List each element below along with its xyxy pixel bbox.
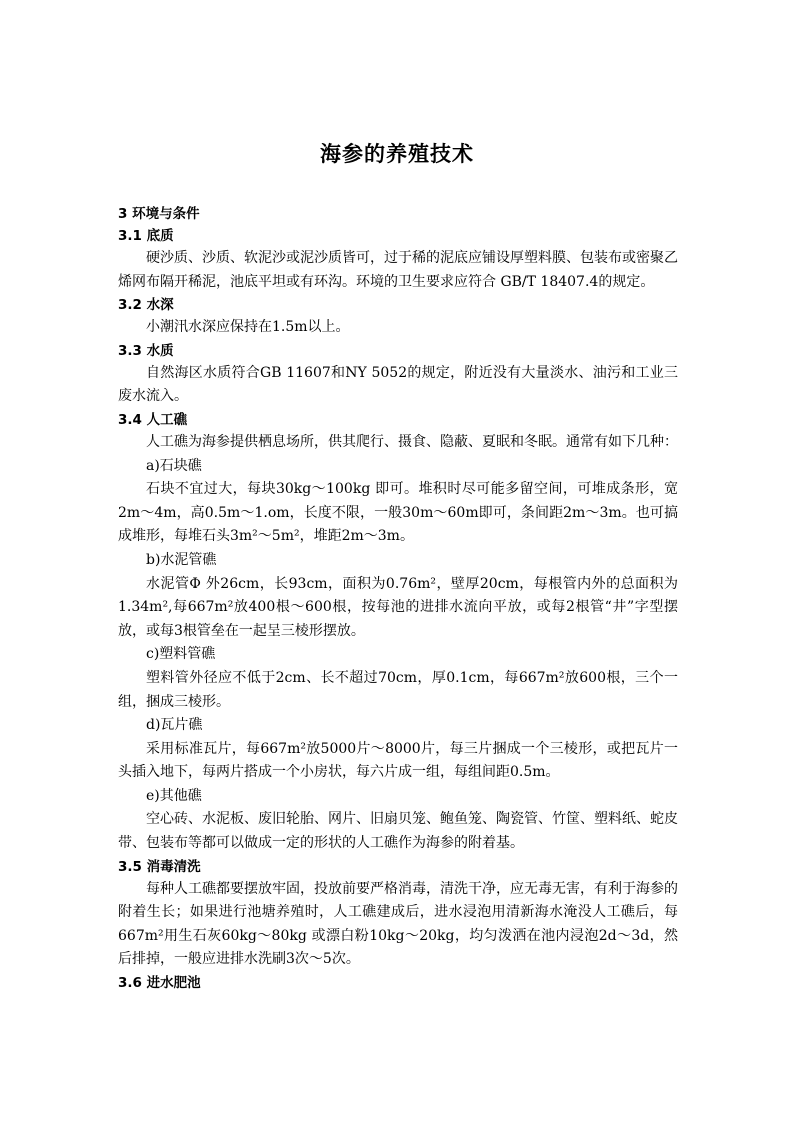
paragraph: 石块不宜过大，每块30kg～100kg 即可。堆积时尽可能多留空间，可堆成条形，宽2m～4m，高0.5m～1.om，长度不限，一般30m～60m即可，条间距2m～3m。也可搞成堆形，每堆石头3m²～5m²，堆距2m～3m。 — [118, 481, 678, 545]
section-heading: 3.2 水深 — [118, 297, 174, 314]
paragraph: 水泥管Φ 外26cm，长93cm，面积为0.76m²，壁厚20cm，每根管内外的总面积为1.34m²,每667m²放400根～600根，按每池的进排水流向平放，或每2根管“井”字型摆放，或每3根管垒在一起呈三棱形摆放。 — [118, 575, 678, 639]
list-item-label: a)石块礁 — [146, 457, 202, 474]
paragraph: 塑料管外径应不低于2cm、长不超过70cm，厚0.1cm，每667m²放600根，三个一组，捆成三棱形。 — [118, 669, 678, 710]
paragraph: 空心砖、水泥板、废旧轮胎、网片、旧扇贝笼、鲍鱼笼、陶瓷管、竹筐、塑料纸、蛇皮带、包装布等都可以做成一定的形状的人工礁作为海参的附着基。 — [118, 811, 678, 852]
section-heading: 3.1 底质 — [118, 228, 174, 244]
document-body — [118, 203, 678, 994]
paragraph: 每种人工礁都要摆放牢固，投放前要严格消毒，清洗干净，应无毒无害，有利于海参的附着生长；如果进行池塘养殖时，人工礁建成后，进水浸泡用清新海水淹没人工礁后，每667m²用生石灰60kg～80kg 或漂白粉10kg～20kg，均匀泼洒在池内浸泡2d～3d，然后排掉，一般应进排水洗刷3次～5次。 — [118, 880, 678, 968]
section-heading: 3.6 进水肥池 — [118, 975, 201, 992]
section-heading: 3.4 人工礁 — [118, 411, 188, 428]
list-item-label: c)塑料管礁 — [146, 646, 216, 663]
paragraph: 自然海区水质符合GB 11607和NY 5052的规定，附近没有大量淡水、油污和工业三废水流入。 — [118, 364, 678, 405]
document-title: 海参的养殖技术 — [320, 142, 474, 166]
list-item-label: d)瓦片礁 — [146, 717, 203, 734]
list-item-label: e)其他礁 — [146, 787, 202, 804]
section-heading: 3.3 水质 — [118, 342, 174, 359]
paragraph: 小潮汛水深应保持在1.5m以上。 — [146, 319, 350, 336]
section-heading: 3.5 消毒清洗 — [118, 858, 201, 875]
list-item-label: b)水泥管礁 — [146, 551, 217, 568]
section-heading: 3 环境与条件 — [118, 206, 200, 222]
paragraph: 硬沙质、沙质、软泥沙或泥沙质皆可，过于稀的泥底应铺设厚塑料膜、包装布或密聚乙烯网布隔开稀泥，池底平坦或有环沟。环境的卫生要求应符合 GB/T 18407.4的规定。 — [118, 250, 678, 290]
paragraph: 采用标准瓦片，每667m²放5000片～8000片，每三片捆成一个三棱形，或把瓦片一头插入地下，每两片搭成一个小房状，每六片成一组，每组间距0.5m。 — [118, 740, 678, 781]
paragraph: 人工礁为海参提供栖息场所，供其爬行、摄食、隐蔽、夏眠和冬眠。通常有如下几种： — [146, 433, 678, 450]
